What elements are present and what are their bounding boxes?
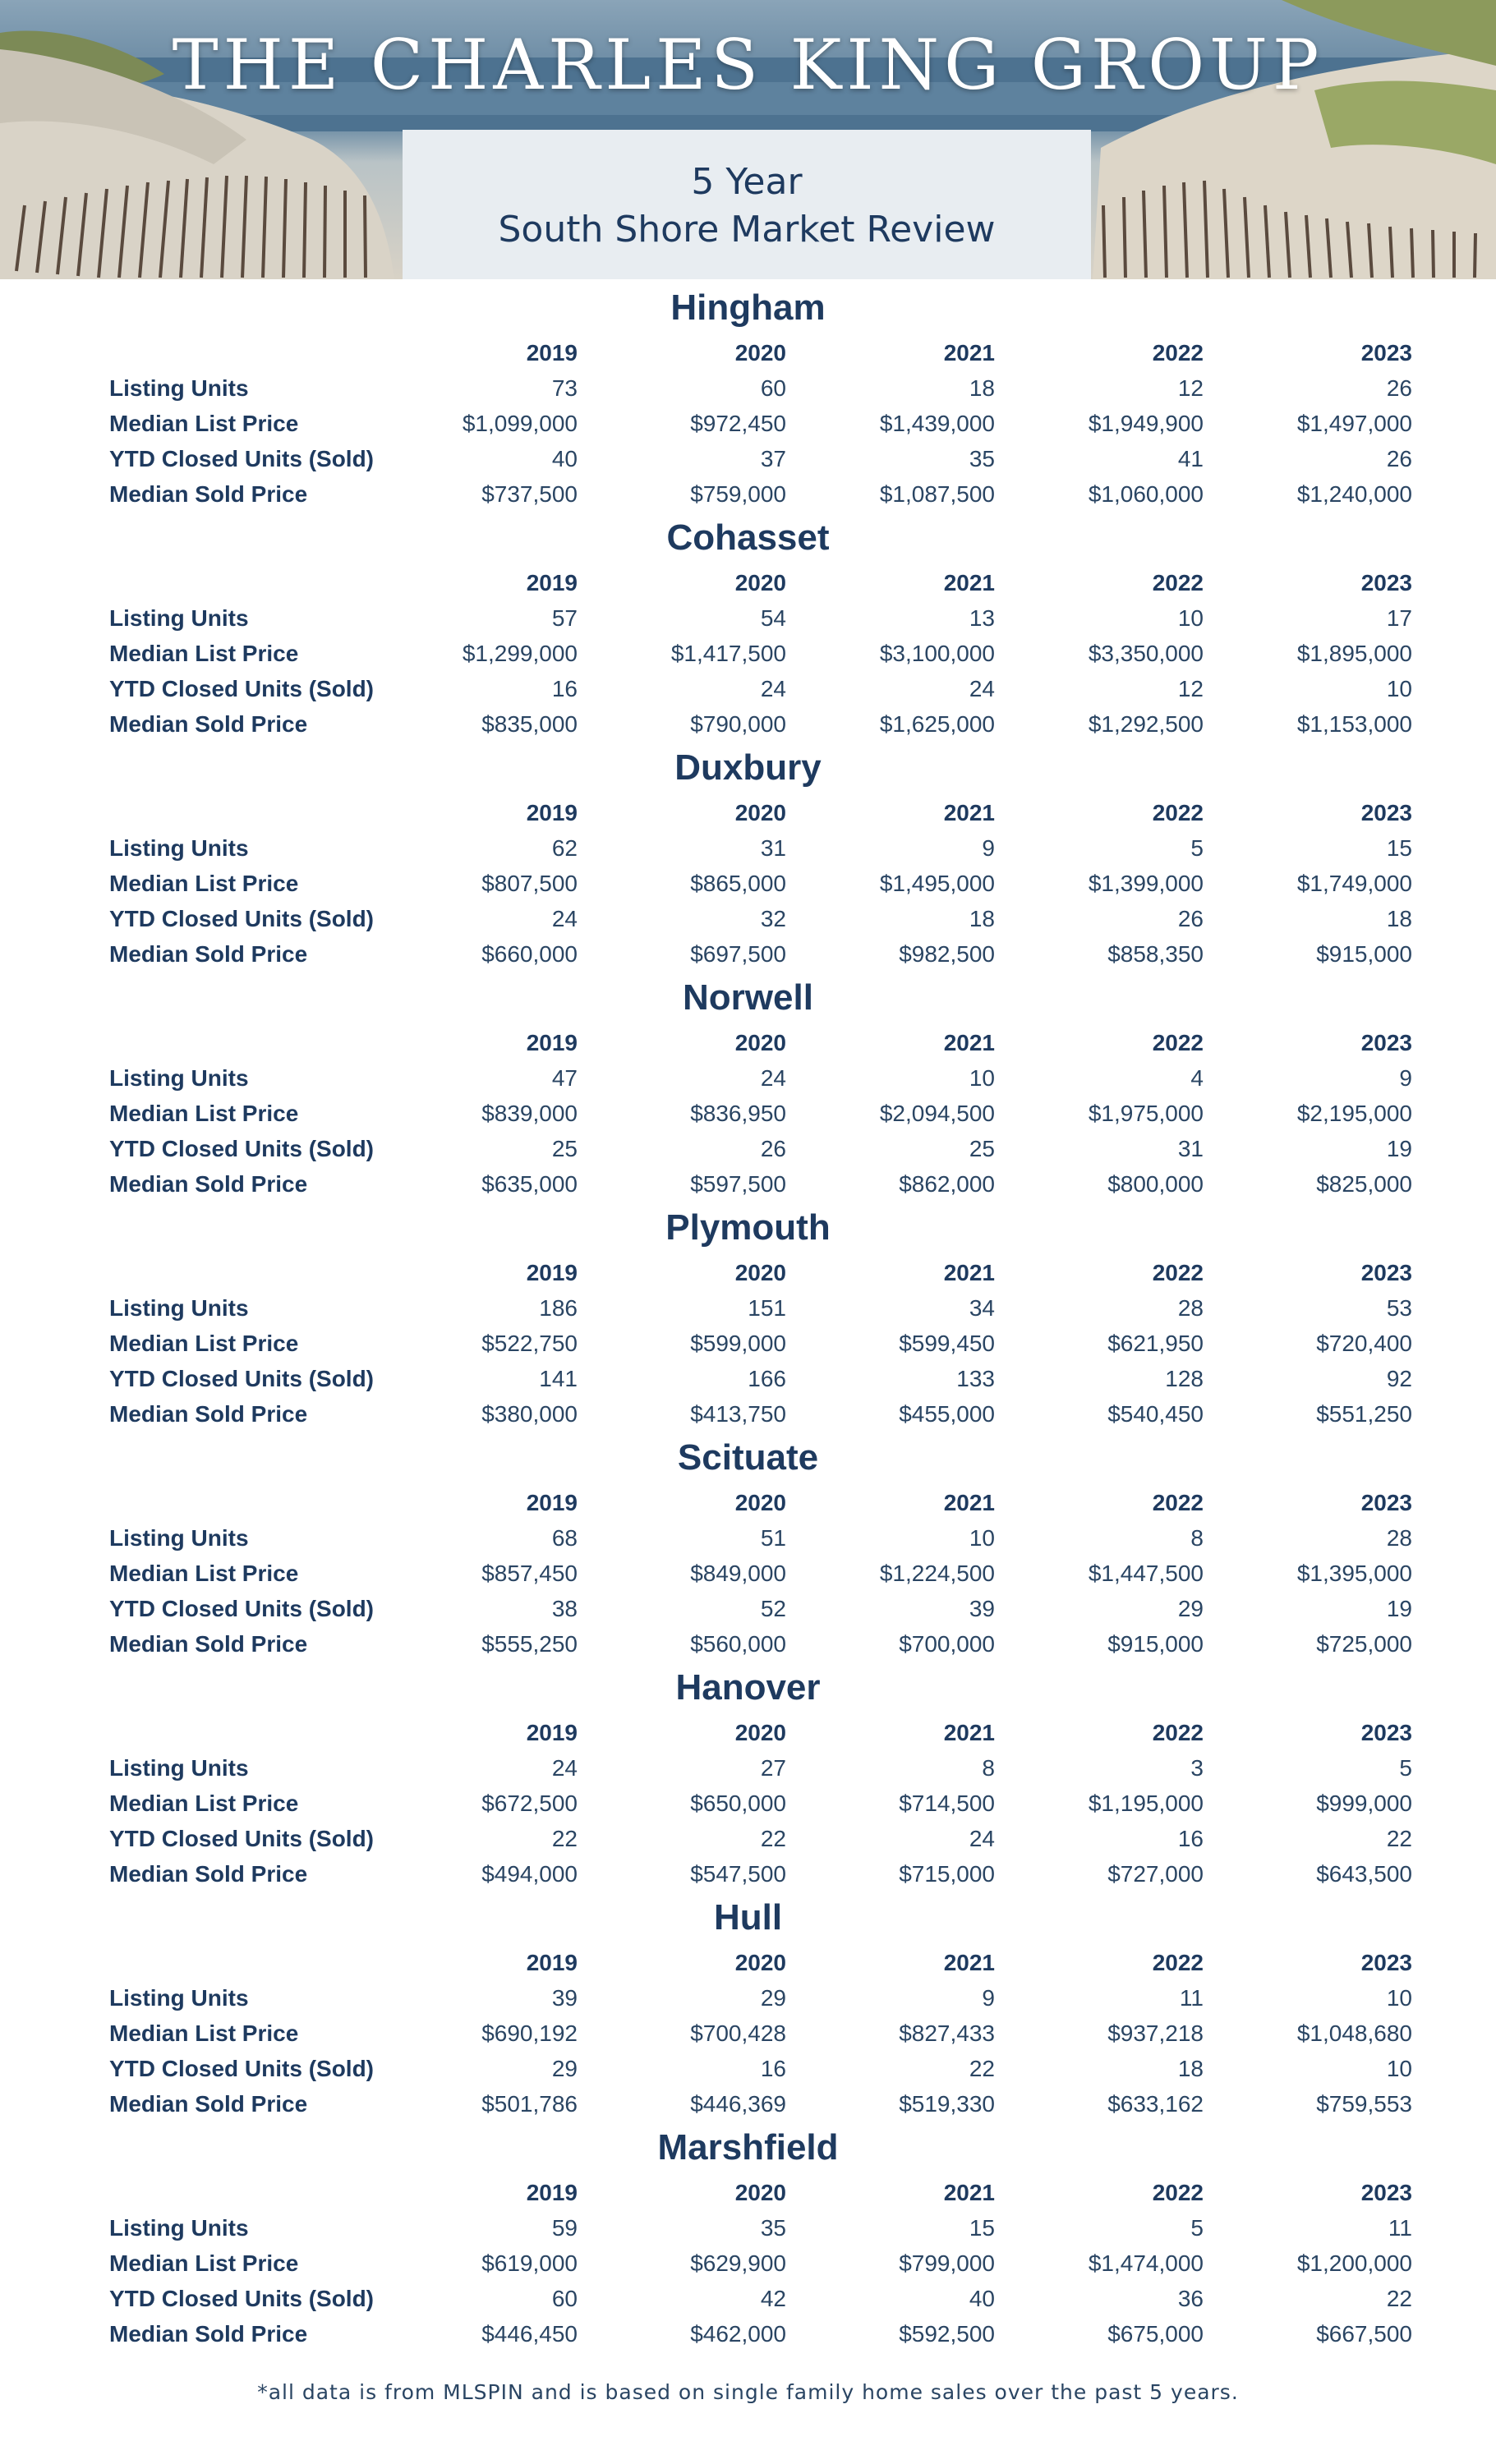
table-cell: $700,000 — [899, 1631, 995, 1657]
year-header: 2020 — [734, 570, 786, 595]
footnote: *all data is from MLSPIN and is based on single family home sales over the past 5 years. — [257, 2380, 1239, 2404]
town-section-duxbury — [0, 747, 1496, 977]
year-header: 2019 — [526, 1490, 578, 1515]
row-label: Listing Units — [109, 1295, 249, 1321]
table-cell: $1,439,000 — [879, 411, 995, 436]
table-cell: 24 — [760, 676, 786, 701]
table-cell: 151 — [748, 1295, 786, 1321]
table-cell: 92 — [1386, 1366, 1412, 1391]
year-header: 2023 — [1360, 570, 1412, 595]
table-cell: $790,000 — [690, 711, 786, 737]
row-label: YTD Closed Units (Sold) — [109, 1136, 374, 1161]
year-header: 2021 — [943, 1490, 995, 1515]
table-cell: $799,000 — [899, 2250, 995, 2276]
year-header: 2023 — [1360, 340, 1412, 365]
table-cell: $862,000 — [899, 1171, 995, 1197]
table-cell: $3,350,000 — [1088, 641, 1204, 666]
table-cell: 10 — [969, 1525, 995, 1551]
table-cell: $1,292,500 — [1088, 711, 1204, 737]
table-cell: 18 — [969, 375, 995, 401]
report-title-line1: 5 Year — [691, 161, 803, 203]
table-cell: 24 — [551, 906, 578, 931]
row-label: Median List Price — [109, 2020, 299, 2046]
table-cell: 5 — [1190, 835, 1204, 861]
table-cell: 10 — [1386, 1985, 1412, 2011]
table-cell: 22 — [969, 2056, 995, 2081]
table-cell: 47 — [551, 1065, 578, 1091]
year-header: 2019 — [526, 1030, 578, 1055]
table-cell: $621,950 — [1107, 1331, 1204, 1356]
year-header: 2019 — [526, 570, 578, 595]
row-label: Listing Units — [109, 375, 249, 401]
year-header: 2019 — [526, 800, 578, 825]
row-label: Median Sold Price — [109, 1401, 308, 1427]
table-cell: $839,000 — [481, 1101, 578, 1126]
table-cell: 39 — [969, 1596, 995, 1621]
table-cell: $690,192 — [481, 2020, 578, 2046]
year-header: 2021 — [943, 1030, 995, 1055]
table-cell: $462,000 — [690, 2321, 786, 2347]
table-cell: $1,299,000 — [462, 641, 578, 666]
table-cell: $2,195,000 — [1296, 1101, 1412, 1126]
year-header: 2021 — [943, 340, 995, 365]
table-cell: 128 — [1165, 1366, 1204, 1391]
table-cell: 18 — [969, 906, 995, 931]
table-cell: $1,048,680 — [1296, 2020, 1412, 2046]
table-cell: $1,495,000 — [879, 871, 995, 896]
table-cell: 16 — [551, 676, 578, 701]
table-cell: 12 — [1177, 676, 1204, 701]
table-cell: $807,500 — [481, 871, 578, 896]
table-cell: 19 — [1386, 1596, 1412, 1621]
header-banner — [0, 0, 1496, 279]
table-cell: 10 — [969, 1065, 995, 1091]
table-cell: $1,447,500 — [1088, 1561, 1204, 1586]
table-cell: 68 — [551, 1525, 578, 1551]
table-cell: 22 — [760, 1826, 786, 1851]
table-cell: $413,750 — [690, 1401, 786, 1427]
table-cell: $1,895,000 — [1296, 641, 1412, 666]
town-section-scituate — [0, 1437, 1496, 1667]
town-title: Scituate — [677, 1437, 819, 1478]
table-cell: 22 — [1386, 2286, 1412, 2311]
row-label: YTD Closed Units (Sold) — [109, 676, 374, 701]
table-cell: 8 — [982, 1755, 995, 1781]
table-cell: 16 — [760, 2056, 786, 2081]
table-cell: 22 — [1386, 1826, 1412, 1851]
table-cell: 41 — [1177, 446, 1204, 471]
table-cell: $800,000 — [1107, 1171, 1204, 1197]
table-cell: 42 — [760, 2286, 786, 2311]
town-title: Hull — [713, 1897, 783, 1938]
year-header: 2021 — [943, 1720, 995, 1745]
table-cell: $3,100,000 — [879, 641, 995, 666]
table-cell: $519,330 — [899, 2091, 995, 2117]
table-cell: $629,900 — [690, 2250, 786, 2276]
town-title: Duxbury — [674, 747, 822, 788]
table-cell: $737,500 — [481, 481, 578, 507]
row-label: YTD Closed Units (Sold) — [109, 1596, 374, 1621]
table-cell: $1,625,000 — [879, 711, 995, 737]
table-cell: $937,218 — [1107, 2020, 1204, 2046]
row-label: Median List Price — [109, 641, 299, 666]
row-label: Median List Price — [109, 1791, 299, 1816]
table-cell: $2,094,500 — [879, 1101, 995, 1126]
table-cell: 17 — [1386, 605, 1412, 631]
year-header: 2023 — [1360, 1260, 1412, 1285]
town-section-hanover — [0, 1667, 1496, 1897]
table-cell: 60 — [551, 2286, 578, 2311]
table-cell: 73 — [551, 375, 578, 401]
table-cell: $380,000 — [481, 1401, 578, 1427]
row-label: Listing Units — [109, 1755, 249, 1781]
table-cell: 166 — [748, 1366, 786, 1391]
table-cell: 25 — [551, 1136, 578, 1161]
town-title: Plymouth — [665, 1207, 831, 1248]
year-header: 2023 — [1360, 1950, 1412, 1975]
year-header: 2023 — [1360, 1720, 1412, 1745]
table-cell: $720,400 — [1316, 1331, 1412, 1356]
row-label: Median Sold Price — [109, 1171, 308, 1197]
table-cell: 40 — [551, 446, 578, 471]
table-cell: $1,195,000 — [1088, 1791, 1204, 1816]
table-cell: $555,250 — [481, 1631, 578, 1657]
row-label: Median Sold Price — [109, 1631, 308, 1657]
table-cell: 9 — [1399, 1065, 1412, 1091]
town-title: Marshfield — [657, 2127, 839, 2167]
table-cell: $1,200,000 — [1296, 2250, 1412, 2276]
table-cell: $725,000 — [1316, 1631, 1412, 1657]
town-section-marshfield — [0, 2127, 1496, 2357]
table-cell: 26 — [1386, 446, 1412, 471]
table-cell: 18 — [1177, 2056, 1204, 2081]
table-cell: 12 — [1177, 375, 1204, 401]
table-cell: $1,153,000 — [1296, 711, 1412, 737]
table-cell: 5 — [1190, 2215, 1204, 2241]
table-cell: 34 — [969, 1295, 995, 1321]
year-header: 2021 — [943, 2180, 995, 2205]
row-label: Listing Units — [109, 605, 249, 631]
table-cell: $633,162 — [1107, 2091, 1204, 2117]
table-cell: $999,000 — [1316, 1791, 1412, 1816]
table-cell: $650,000 — [690, 1791, 786, 1816]
table-cell: $560,000 — [690, 1631, 786, 1657]
row-label: Median List Price — [109, 411, 299, 436]
row-label: YTD Closed Units (Sold) — [109, 2286, 374, 2311]
table-cell: $619,000 — [481, 2250, 578, 2276]
year-header: 2021 — [943, 1260, 995, 1285]
table-cell: 10 — [1177, 605, 1204, 631]
table-cell: $1,224,500 — [879, 1561, 995, 1586]
year-header: 2023 — [1360, 800, 1412, 825]
table-cell: 186 — [539, 1295, 578, 1321]
table-cell: 27 — [760, 1755, 786, 1781]
table-cell: $1,087,500 — [879, 481, 995, 507]
year-header: 2022 — [1152, 1030, 1204, 1055]
table-cell: 35 — [969, 446, 995, 471]
year-header: 2022 — [1152, 2180, 1204, 2205]
row-label: Listing Units — [109, 1985, 249, 2011]
table-cell: $972,450 — [690, 411, 786, 436]
table-cell: $759,553 — [1316, 2091, 1412, 2117]
table-cell: 9 — [982, 835, 995, 861]
year-header: 2022 — [1152, 340, 1204, 365]
table-cell: $501,786 — [481, 2091, 578, 2117]
table-cell: 62 — [551, 835, 578, 861]
row-label: Median Sold Price — [109, 1861, 308, 1887]
year-header: 2019 — [526, 1260, 578, 1285]
table-cell: 26 — [1386, 375, 1412, 401]
table-cell: 29 — [551, 2056, 578, 2081]
table-cell: 35 — [760, 2215, 786, 2241]
table-cell: 15 — [969, 2215, 995, 2241]
year-header: 2021 — [943, 800, 995, 825]
table-cell: $1,240,000 — [1296, 481, 1412, 507]
table-cell: 22 — [551, 1826, 578, 1851]
row-label: Median Sold Price — [109, 941, 308, 967]
table-cell: $836,950 — [690, 1101, 786, 1126]
table-cell: 53 — [1386, 1295, 1412, 1321]
table-cell: $672,500 — [481, 1791, 578, 1816]
table-cell: 32 — [760, 906, 786, 931]
table-cell: $1,417,500 — [670, 641, 786, 666]
table-cell: 4 — [1190, 1065, 1204, 1091]
town-title: Hanover — [675, 1667, 821, 1708]
table-cell: $446,369 — [690, 2091, 786, 2117]
year-header: 2021 — [943, 570, 995, 595]
table-cell: $697,500 — [690, 941, 786, 967]
table-cell: $1,497,000 — [1296, 411, 1412, 436]
table-cell: 24 — [551, 1755, 578, 1781]
table-cell: $1,749,000 — [1296, 871, 1412, 896]
town-title: Hingham — [670, 287, 826, 328]
town-title: Norwell — [683, 977, 813, 1018]
table-cell: 24 — [969, 1826, 995, 1851]
row-label: Median List Price — [109, 2250, 299, 2276]
table-cell: $858,350 — [1107, 941, 1204, 967]
row-label: Median Sold Price — [109, 481, 308, 507]
table-cell: $700,428 — [690, 2020, 786, 2046]
table-cell: $551,250 — [1316, 1401, 1412, 1427]
report-title-line2: South Shore Market Review — [498, 209, 996, 251]
table-cell: $1,060,000 — [1088, 481, 1204, 507]
town-section-plymouth — [0, 1207, 1496, 1437]
table-cell: 59 — [551, 2215, 578, 2241]
table-cell: 3 — [1190, 1755, 1204, 1781]
table-cell: 38 — [551, 1596, 578, 1621]
table-cell: $643,500 — [1316, 1861, 1412, 1887]
year-header: 2022 — [1152, 1260, 1204, 1285]
year-header: 2022 — [1152, 800, 1204, 825]
table-cell: 37 — [760, 446, 786, 471]
year-header: 2022 — [1152, 1490, 1204, 1515]
table-cell: 18 — [1386, 906, 1412, 931]
year-header: 2023 — [1360, 1490, 1412, 1515]
row-label: YTD Closed Units (Sold) — [109, 1366, 374, 1391]
row-label: Median Sold Price — [109, 2091, 308, 2117]
year-header: 2020 — [734, 1030, 786, 1055]
table-cell: 26 — [1177, 906, 1204, 931]
table-cell: $660,000 — [481, 941, 578, 967]
table-cell: 60 — [760, 375, 786, 401]
table-cell: $597,500 — [690, 1171, 786, 1197]
table-cell: 133 — [956, 1366, 995, 1391]
year-header: 2022 — [1152, 1720, 1204, 1745]
brand-title: THE CHARLES KING GROUP — [172, 25, 1324, 105]
year-header: 2022 — [1152, 1950, 1204, 1975]
table-cell: 24 — [969, 676, 995, 701]
table-cell: 10 — [1386, 2056, 1412, 2081]
table-cell: 52 — [760, 1596, 786, 1621]
town-title: Cohasset — [666, 517, 830, 558]
table-cell: $759,000 — [690, 481, 786, 507]
table-cell: 11 — [1388, 2215, 1412, 2241]
table-cell: 9 — [982, 1985, 995, 2011]
row-label: Listing Units — [109, 2215, 249, 2241]
table-cell: 19 — [1386, 1136, 1412, 1161]
table-cell: $667,500 — [1316, 2321, 1412, 2347]
table-cell: 11 — [1179, 1985, 1204, 2011]
table-cell: $1,474,000 — [1088, 2250, 1204, 2276]
year-header: 2020 — [734, 1260, 786, 1285]
row-label: Median List Price — [109, 871, 299, 896]
row-label: Median List Price — [109, 1561, 299, 1586]
row-label: Median List Price — [109, 1331, 299, 1356]
year-header: 2022 — [1152, 570, 1204, 595]
table-cell: 57 — [551, 605, 578, 631]
table-cell: 31 — [760, 835, 786, 861]
table-cell: 15 — [1386, 835, 1412, 861]
town-section-hingham — [0, 287, 1496, 517]
year-header: 2019 — [526, 1720, 578, 1745]
table-cell: $455,000 — [899, 1401, 995, 1427]
table-cell: $1,949,900 — [1088, 411, 1204, 436]
table-cell: $675,000 — [1107, 2321, 1204, 2347]
table-cell: 141 — [539, 1366, 578, 1391]
table-cell: $446,450 — [481, 2321, 578, 2347]
table-cell: $715,000 — [899, 1861, 995, 1887]
table-cell: $714,500 — [899, 1791, 995, 1816]
table-cell: $727,000 — [1107, 1861, 1204, 1887]
table-cell: $1,099,000 — [462, 411, 578, 436]
table-cell: $915,000 — [1316, 941, 1412, 967]
table-cell: $1,975,000 — [1088, 1101, 1204, 1126]
table-cell: $1,399,000 — [1088, 871, 1204, 896]
year-header: 2019 — [526, 2180, 578, 2205]
table-cell: $835,000 — [481, 711, 578, 737]
table-cell: 28 — [1386, 1525, 1412, 1551]
table-cell: 31 — [1177, 1136, 1204, 1161]
year-header: 2023 — [1360, 2180, 1412, 2205]
table-cell: $857,450 — [481, 1561, 578, 1586]
row-label: Listing Units — [109, 1525, 249, 1551]
year-header: 2019 — [526, 1950, 578, 1975]
table-cell: $865,000 — [690, 871, 786, 896]
table-cell: 25 — [969, 1136, 995, 1161]
table-cell: 16 — [1177, 1826, 1204, 1851]
table-cell: 29 — [760, 1985, 786, 2011]
table-cell: 28 — [1177, 1295, 1204, 1321]
year-header: 2021 — [943, 1950, 995, 1975]
table-cell: 51 — [760, 1525, 786, 1551]
table-cell: 24 — [760, 1065, 786, 1091]
table-cell: $825,000 — [1316, 1171, 1412, 1197]
table-cell: 10 — [1386, 676, 1412, 701]
table-cell: $827,433 — [899, 2020, 995, 2046]
year-header: 2020 — [734, 1490, 786, 1515]
table-cell: $1,395,000 — [1296, 1561, 1412, 1586]
town-section-hull — [0, 1897, 1496, 2127]
table-cell: $592,500 — [899, 2321, 995, 2347]
row-label: YTD Closed Units (Sold) — [109, 2056, 374, 2081]
table-cell: $849,000 — [690, 1561, 786, 1586]
year-header: 2020 — [734, 340, 786, 365]
row-label: YTD Closed Units (Sold) — [109, 1826, 374, 1851]
table-cell: $915,000 — [1107, 1631, 1204, 1657]
year-header: 2020 — [734, 1950, 786, 1975]
year-header: 2023 — [1360, 1030, 1412, 1055]
row-label: Listing Units — [109, 835, 249, 861]
table-cell: 5 — [1399, 1755, 1412, 1781]
year-header: 2020 — [734, 2180, 786, 2205]
table-cell: 26 — [760, 1136, 786, 1161]
town-section-norwell — [0, 977, 1496, 1207]
town-section-cohasset — [0, 517, 1496, 747]
table-cell: $494,000 — [481, 1861, 578, 1887]
table-cell: 36 — [1177, 2286, 1204, 2311]
table-cell: $599,000 — [690, 1331, 786, 1356]
table-cell: $522,750 — [481, 1331, 578, 1356]
table-cell: 29 — [1177, 1596, 1204, 1621]
row-label: YTD Closed Units (Sold) — [109, 446, 374, 471]
table-cell: 40 — [969, 2286, 995, 2311]
report-title-box — [403, 130, 1091, 279]
row-label: Median Sold Price — [109, 2321, 308, 2347]
table-cell: $599,450 — [899, 1331, 995, 1356]
table-cell: $547,500 — [690, 1861, 786, 1887]
year-header: 2019 — [526, 340, 578, 365]
table-cell: 8 — [1190, 1525, 1204, 1551]
row-label: Median List Price — [109, 1101, 299, 1126]
table-cell: $982,500 — [899, 941, 995, 967]
table-cell: 54 — [760, 605, 786, 631]
row-label: YTD Closed Units (Sold) — [109, 906, 374, 931]
row-label: Listing Units — [109, 1065, 249, 1091]
row-label: Median Sold Price — [109, 711, 308, 737]
table-cell: 13 — [969, 605, 995, 631]
table-cell: 39 — [551, 1985, 578, 2011]
year-header: 2020 — [734, 1720, 786, 1745]
table-cell: $635,000 — [481, 1171, 578, 1197]
year-header: 2020 — [734, 800, 786, 825]
table-cell: $540,450 — [1107, 1401, 1204, 1427]
